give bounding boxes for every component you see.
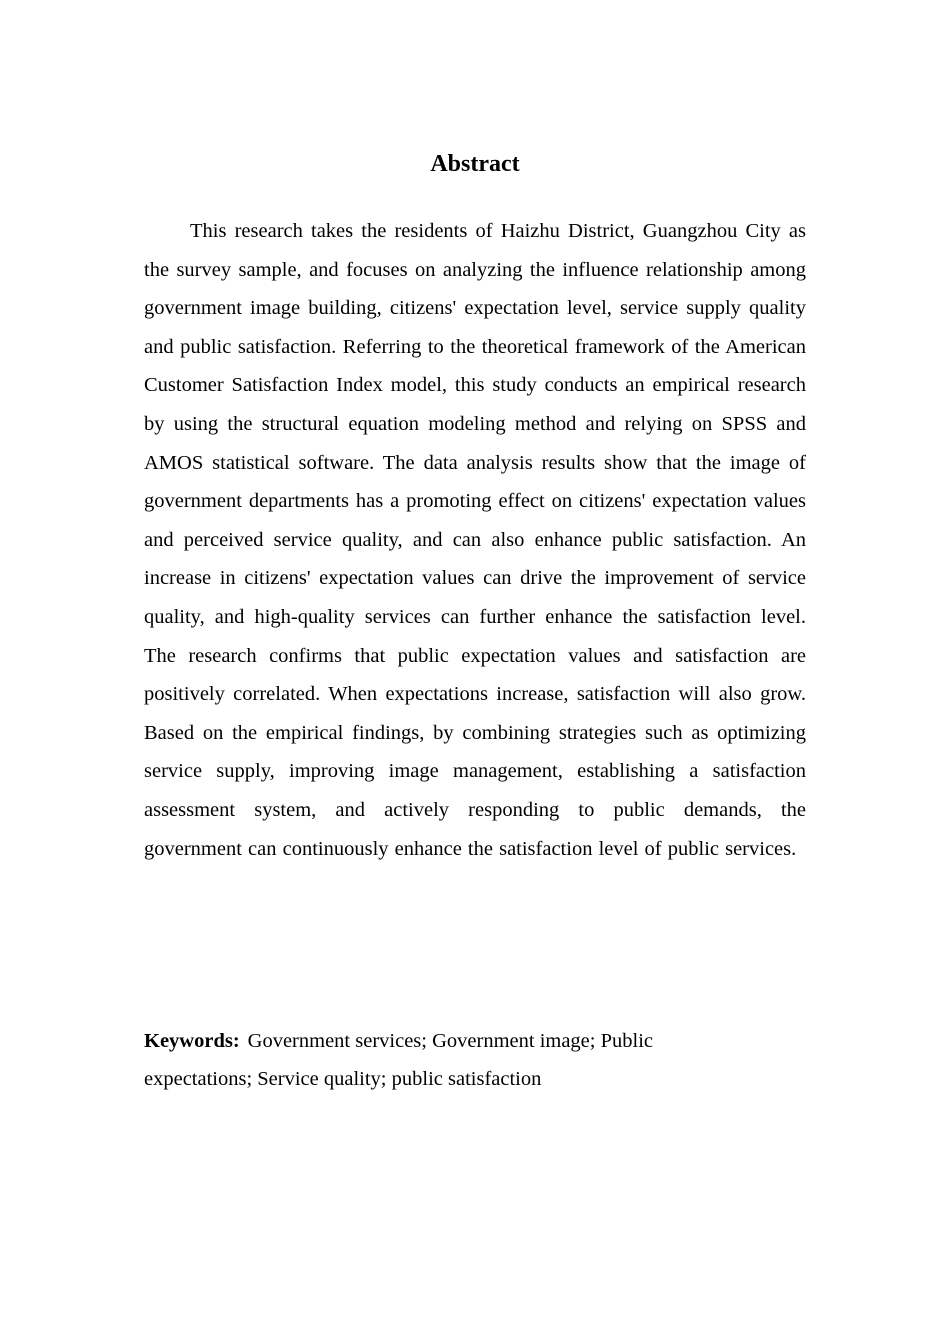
abstract-body-paragraph: This research takes the residents of Haizhu District, Guangzhou City as the survey sample, and focuses on analyzing the influence relationship among government image building, citizens' expectation level, service supply quality and public satisfaction. Referring to the theoretical framework of the American Customer Satisfaction Index model, this study conducts an empirical research by using the structural equation modeling method and relying on SPSS and AMOS statistical software. The data analysis results show that the image of government departments has a promoting effect on citizens' expectation values and perceived service quality, and can also enhance public satisfaction. An increase in citizens' expectation values can drive the improvement of service quality, and high-quality services can further enhance the satisfaction level. The research confirms that public expectation values and satisfaction are positively correlated. When expectations increase, satisfaction will also grow. Based on the empirical findings, by combining strategies such as optimizing service supply, improving image management, establishing a satisfaction assessment system, and actively responding to public demands, the government can continuously enhance the satisfaction level of public services. (144, 220, 806, 860)
abstract-title: Abstract (430, 151, 520, 177)
keywords-section (144, 1022, 744, 1098)
keywords-text: Government services; Government image; Public expectations; Service quality; public satisfaction (144, 1030, 653, 1090)
keywords-label: Keywords: (144, 1030, 240, 1052)
